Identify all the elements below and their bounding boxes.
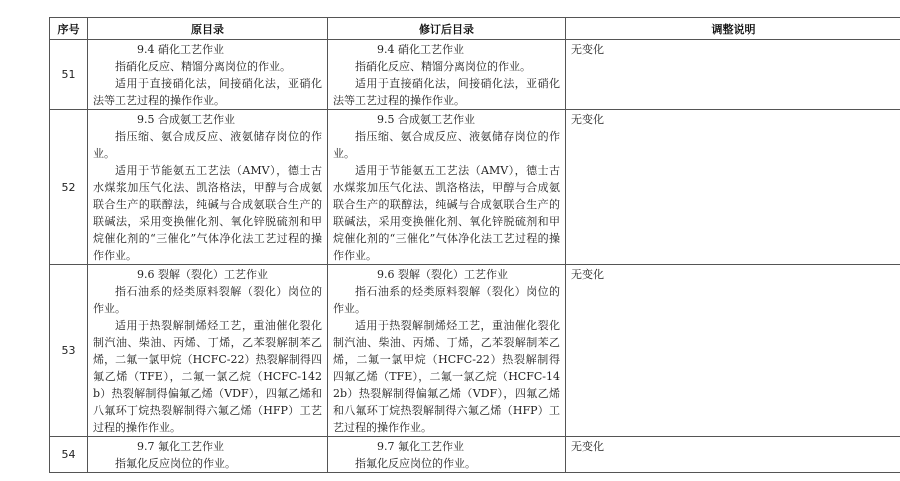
entry-heading: 9.6 裂解（裂化）工艺作业 [377,268,508,281]
adjustment-note: 无变化 [566,437,900,473]
row-number: 51 [50,40,88,110]
entry-applicability: 适用于节能氨五工艺法（AMV），德士古水煤浆加压气化法、凯洛格法，甲醇与合成氨联合生产的联醇法，纯碱与合成氨联合生产的联碱法，采用变换催化剂、氧化锌脱硫剂和甲烷催化剂的“三催化”气体净化法工艺过程的操作作业。 [93,164,322,262]
entry-applicability: 适用于热裂解制烯烃工艺，重油催化裂化制汽油、柴油、丙烯、丁烯，乙苯裂解制苯乙烯，二氟一氯甲烷（HCFC-22）热裂解制得四氟乙烯（TFE），二氟一氯乙烷（HCFC-142b）热裂解制得偏氟乙烯（VDF），四氟乙烯和八氟环丁烷热裂解制得六氟乙烯（HFP）工艺过程的操作作业。 [93,319,322,434]
original-entry [88,265,328,437]
header-note: 调整说明 [566,18,900,40]
entry-heading: 9.4 硝化工艺作业 [137,43,224,56]
entry-scope: 指石油系的烃类原料裂解（裂化）岗位的作业。 [93,285,322,315]
entry-scope: 指压缩、氨合成反应、液氨储存岗位的作业。 [333,130,560,160]
entry-scope: 指石油系的烃类原料裂解（裂化）岗位的作业。 [333,285,560,315]
row-number: 53 [50,265,88,437]
revised-entry [328,437,566,473]
original-entry [88,40,328,110]
entry-applicability: 适用于热裂解制烯烃工艺，重油催化裂化制汽油、柴油、丙烯、丁烯，乙苯裂解制苯乙烯，二氟一氯甲烷（HCFC-22）热裂解制得四氟乙烯（TFE），二氟一氯乙烷（HCFC-142b）热裂解制得偏氟乙烯（VDF），四氟乙烯和八氟环丁烷热裂解制得六氟乙烯（HFP）工艺过程的操作作业。 [333,319,560,434]
row-number: 52 [50,110,88,265]
original-entry [88,110,328,265]
original-entry [88,437,328,473]
revised-entry [328,265,566,437]
adjustment-note: 无变化 [566,110,900,265]
table-row [50,265,900,437]
entry-heading: 9.5 合成氨工艺作业 [137,113,235,126]
catalog-revision-table [49,17,900,473]
header-seq: 序号 [50,18,88,40]
header-original: 原目录 [88,18,328,40]
table-row [50,110,900,265]
entry-heading: 9.7 氟化工艺作业 [377,440,464,453]
adjustment-note: 无变化 [566,40,900,110]
entry-heading: 9.4 硝化工艺作业 [377,43,464,56]
entry-scope: 指压缩、氨合成反应、液氨储存岗位的作业。 [93,130,322,160]
entry-applicability: 适用于直接硝化法，间接硝化法，亚硝化法等工艺过程的操作作业。 [333,77,560,107]
header-revised: 修订后目录 [328,18,566,40]
table-row [50,437,900,473]
revised-entry [328,40,566,110]
revised-entry [328,110,566,265]
entry-scope: 指硝化反应、精馏分离岗位的作业。 [115,60,291,73]
entry-applicability: 适用于节能氨五工艺法（AMV），德士古水煤浆加压气化法、凯洛格法，甲醇与合成氨联合生产的联醇法，纯碱与合成氨联合生产的联碱法，采用变换催化剂、氧化锌脱硫剂和甲烷催化剂的“三催化”气体净化法工艺过程的操作作业。 [333,164,560,262]
table-header-row [50,18,900,40]
entry-applicability: 适用于直接硝化法，间接硝化法，亚硝化法等工艺过程的操作作业。 [93,77,322,107]
adjustment-note: 无变化 [566,265,900,437]
entry-scope: 指硝化反应、精馏分离岗位的作业。 [355,60,531,73]
table-row [50,40,900,110]
entry-heading: 9.5 合成氨工艺作业 [377,113,475,126]
entry-scope: 指氟化反应岗位的作业。 [115,457,236,470]
entry-heading: 9.7 氟化工艺作业 [137,440,224,453]
entry-scope: 指氟化反应岗位的作业。 [355,457,476,470]
entry-heading: 9.6 裂解（裂化）工艺作业 [137,268,268,281]
row-number: 54 [50,437,88,473]
